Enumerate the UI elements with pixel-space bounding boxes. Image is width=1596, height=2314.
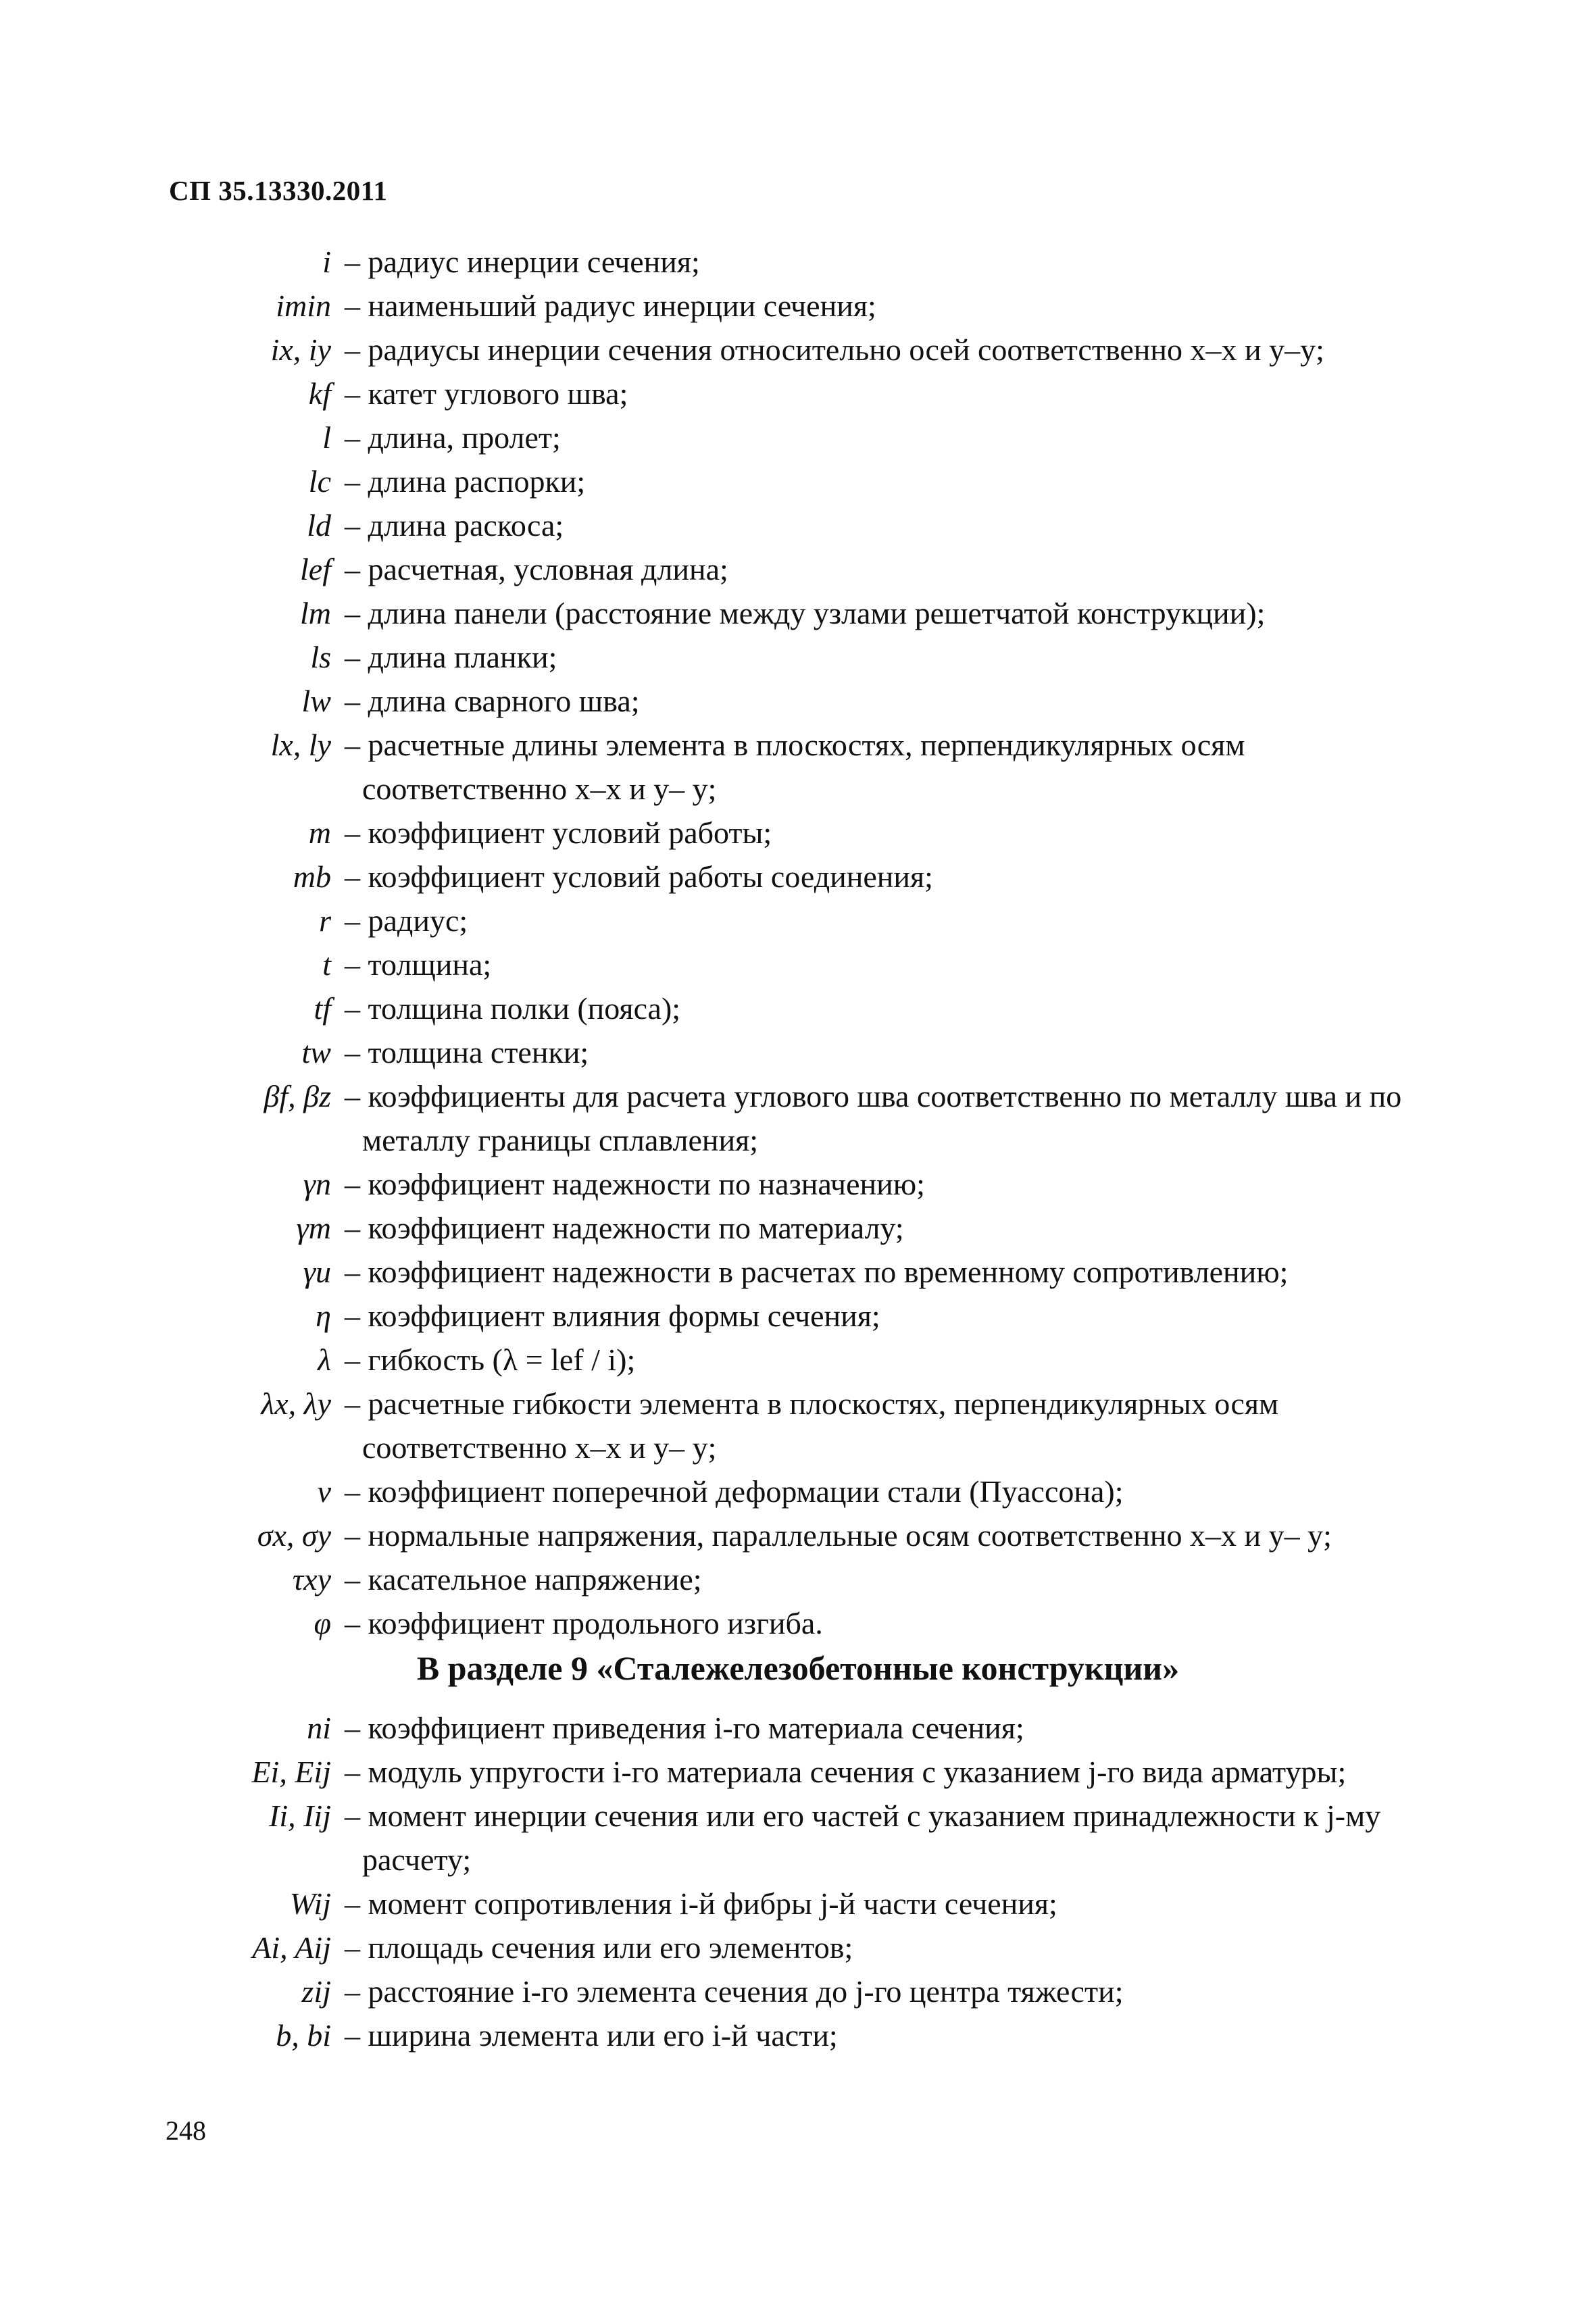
list-item — [162, 855, 1446, 899]
symbol: tf — [314, 991, 331, 1026]
list-item — [162, 1074, 1446, 1162]
definition: – длина распорки; — [345, 464, 586, 499]
symbol: lm — [300, 596, 331, 630]
definition: – длина планки; — [345, 640, 557, 674]
list-item — [162, 811, 1446, 855]
notation-list-steel — [162, 240, 1446, 1645]
definition: – толщина стенки; — [345, 1035, 589, 1070]
symbol: zij — [301, 1974, 331, 2009]
symbol: Ai, Aij — [252, 1930, 331, 1965]
symbol: η — [316, 1299, 331, 1333]
definition: – расчетные длины элемента в плоскостях, перпендикулярных осям соответственно x–x и y– y; — [345, 728, 1245, 806]
symbol: Wij — [289, 1886, 331, 1921]
symbol: b, bi — [276, 2018, 331, 2053]
symbol: lw — [301, 684, 331, 718]
list-item — [162, 986, 1446, 1030]
section-title: В разделе 9 «Сталежелезобетонные конструкции» — [416, 1649, 1180, 1687]
definition: – коэффициент условий работы соединения; — [345, 859, 933, 894]
symbol: t — [322, 947, 331, 982]
list-item — [162, 591, 1446, 635]
list-item — [162, 1513, 1446, 1557]
list-item — [162, 284, 1446, 328]
list-item — [162, 723, 1446, 811]
list-item — [162, 1030, 1446, 1074]
symbol: βf, βz — [264, 1079, 331, 1113]
symbol: kf — [308, 376, 331, 411]
page-number: 248 — [166, 2115, 206, 2146]
symbol: φ — [314, 1606, 331, 1640]
symbol: lc — [308, 464, 331, 499]
list-item — [162, 1794, 1446, 1882]
symbol: ix, iy — [270, 332, 331, 367]
definition: – радиус; — [345, 903, 468, 938]
list-item — [162, 372, 1446, 416]
symbol: γm — [296, 1211, 331, 1245]
symbol: γn — [303, 1167, 331, 1201]
list-item — [162, 416, 1446, 459]
definition: – длина раскоса; — [345, 508, 564, 543]
definition: – нормальные напряжения, параллельные осям соответственно x–x и y– y; — [345, 1518, 1332, 1553]
definition: – радиус инерции сечения; — [345, 245, 700, 279]
list-item — [162, 1162, 1446, 1206]
list-item — [162, 1294, 1446, 1338]
list-item — [162, 459, 1446, 503]
symbol: i — [322, 245, 331, 279]
list-item — [162, 547, 1446, 591]
definition: – коэффициент надежности в расчетах по временному сопротивлению; — [345, 1255, 1289, 1289]
symbol: l — [322, 420, 331, 455]
list-item — [162, 1926, 1446, 1969]
definition: – коэффициент надежности по назначению; — [345, 1167, 925, 1201]
list-item — [162, 328, 1446, 372]
list-item — [162, 2013, 1446, 2057]
definition: – момент инерции сечения или его частей с указанием принадлежности к j-му расчету; — [345, 1799, 1381, 1877]
symbol: tw — [301, 1035, 331, 1070]
list-item — [162, 1338, 1446, 1382]
definition: – гибкость (λ = lef / i); — [345, 1342, 636, 1377]
list-item — [162, 1557, 1446, 1601]
list-item — [162, 1206, 1446, 1250]
symbol: ls — [310, 640, 331, 674]
list-item — [162, 1382, 1446, 1469]
definition: – расчетные гибкости элемента в плоскостях, перпендикулярных осям соответственно x–x и y– y; — [345, 1386, 1279, 1465]
definition: – наименьший радиус инерции сечения; — [345, 288, 876, 323]
definition: – ширина элемента или его i-й части; — [345, 2018, 838, 2053]
symbol: ld — [307, 508, 331, 543]
list-item — [162, 240, 1446, 284]
definition: – коэффициент продольного изгиба. — [345, 1606, 823, 1640]
definition: – катет углового шва; — [345, 376, 628, 411]
symbol: σx, σy — [257, 1518, 331, 1553]
definition: – модуль упругости i-го материала сечения с указанием j-го вида арматуры; — [345, 1755, 1347, 1789]
symbol: lx, ly — [270, 728, 331, 762]
symbol: m — [308, 815, 331, 850]
symbol: Ii, Iij — [269, 1799, 331, 1833]
symbol: mb — [293, 859, 331, 894]
symbol: τxy — [292, 1562, 331, 1596]
definition: – коэффициент приведения i-го материала сечения; — [345, 1711, 1024, 1745]
definition: – толщина; — [345, 947, 492, 982]
definition: – коэффициент условий работы; — [345, 815, 772, 850]
list-item — [162, 1469, 1446, 1513]
symbol: λx, λy — [261, 1386, 331, 1421]
list-item — [162, 942, 1446, 986]
symbol: imin — [276, 288, 331, 323]
symbol: ni — [307, 1711, 331, 1745]
definition: – коэффициент влияния формы сечения; — [345, 1299, 880, 1333]
symbol: ν — [317, 1474, 331, 1509]
definition: – касательное напряжение; — [345, 1562, 702, 1596]
list-item — [162, 1601, 1446, 1645]
definition: – коэффициент поперечной деформации стали (Пуассона); — [345, 1474, 1124, 1509]
list-item — [162, 503, 1446, 547]
list-item — [162, 899, 1446, 942]
definition: – площадь сечения или его элементов; — [345, 1930, 853, 1965]
definition: – длина, пролет; — [345, 420, 561, 455]
list-item — [162, 1250, 1446, 1294]
symbol: λ — [318, 1342, 331, 1377]
list-item — [162, 1969, 1446, 2013]
definition: – коэффициент надежности по материалу; — [345, 1211, 904, 1245]
definition: – коэффициенты для расчета углового шва соответственно по металлу шва и по металлу границы сплавления; — [345, 1079, 1402, 1157]
definition: – расстояние i-го элемента сечения до j-го центра тяжести; — [345, 1974, 1124, 2009]
definition: – радиусы инерции сечения относительно осей соответственно x–x и y–y; — [345, 332, 1324, 367]
list-item — [162, 1706, 1446, 1750]
notation-list-composite — [162, 1706, 1446, 2057]
definition: – длина сварного шва; — [345, 684, 640, 718]
symbol: Ei, Eij — [251, 1755, 331, 1789]
list-item — [162, 635, 1446, 679]
list-item — [162, 1750, 1446, 1794]
definition: – расчетная, условная длина; — [345, 552, 728, 586]
symbol: γu — [303, 1255, 331, 1289]
symbol: lef — [300, 552, 331, 586]
definition: – длина панели (расстояние между узлами решетчатой конструкции); — [345, 596, 1266, 630]
definition: – толщина полки (пояса); — [345, 991, 681, 1026]
definition: – момент сопротивления i-й фибры j-й части сечения; — [345, 1886, 1057, 1921]
list-item — [162, 679, 1446, 723]
document-header: СП 35.13330.2011 — [169, 175, 388, 206]
list-item — [162, 1882, 1446, 1926]
symbol: r — [319, 903, 331, 938]
